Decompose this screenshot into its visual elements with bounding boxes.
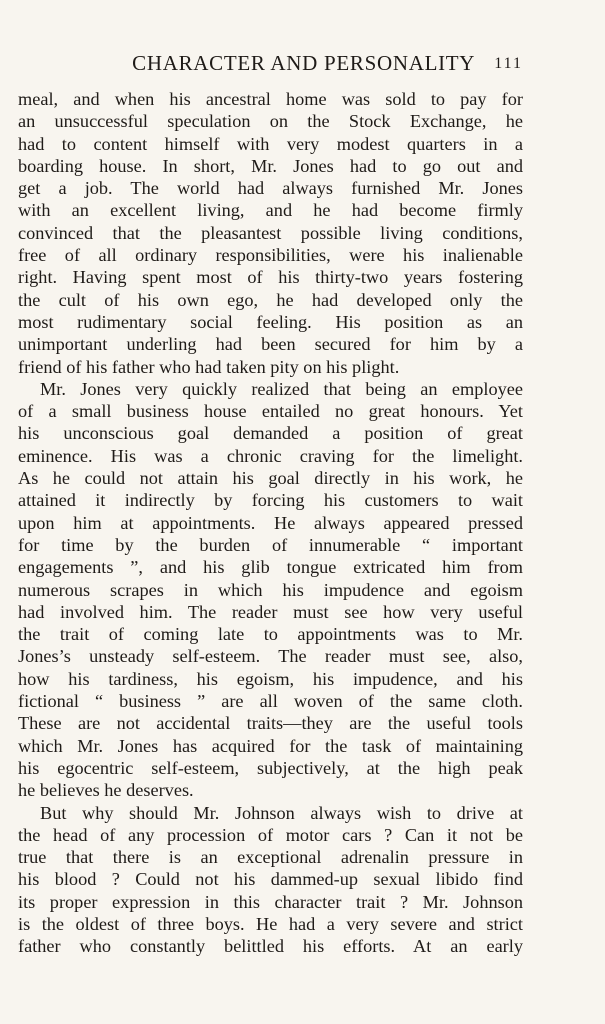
text-line: Jones’s unsteady self-esteem. The reader must see, also,: [18, 646, 523, 667]
text-line: right. Having spent most of his thirty-two years fostering: [18, 267, 523, 288]
text-line: boarding house. In short, Mr. Jones had to go out and: [18, 155, 523, 176]
book-page: [18, 48, 523, 958]
body-text: [18, 88, 523, 958]
text-line: true that there is an exceptional adrenalin pressure in: [18, 847, 523, 868]
text-line: had involved him. The reader must see how very useful: [18, 601, 523, 622]
text-line: friend of his father who had taken pity on his plight.: [18, 356, 400, 377]
text-line: the head of any procession of motor cars ? Can it not be: [18, 824, 523, 845]
text-line: engagements ”, and his glib tongue extricated him from: [18, 557, 523, 578]
text-line: upon him at appointments. He always appeared pressed: [18, 512, 523, 533]
page-number: 111: [494, 55, 523, 72]
text-line: As he could not attain his goal directly in his work, he: [18, 468, 523, 489]
chapter-title: CHARACTER AND PERSONALITY: [132, 51, 476, 75]
text-line: is the oldest of three boys. He had a very severe and strict: [18, 913, 523, 934]
text-line: convinced that the pleasantest possible living conditions,: [18, 222, 523, 243]
running-head: [18, 48, 523, 78]
text-line: which Mr. Jones has acquired for the task of maintaining: [18, 735, 523, 756]
text-line: attained it indirectly by forcing his customers to wait: [18, 490, 523, 511]
text-line: of a small business house entailed no great honours. Yet: [18, 401, 523, 422]
text-line: the trait of coming late to appointments was to Mr.: [18, 624, 523, 645]
text-line: he believes he deserves.: [18, 780, 194, 801]
text-line: his unconscious goal demanded a position of great: [18, 423, 523, 444]
text-line: unimportant underling had been secured for him by a: [18, 334, 523, 355]
text-line: Mr. Jones very quickly realized that being an employee: [40, 378, 523, 399]
text-line: with an excellent living, and he had become firmly: [18, 200, 523, 221]
text-line: the cult of his own ego, he had developed only the: [18, 289, 523, 310]
text-line: father who constantly belittled his efforts. At an early: [18, 936, 523, 957]
text-line: These are not accidental traits—they are the useful tools: [18, 713, 523, 734]
text-line: numerous scrapes in which his impudence and egoism: [18, 579, 523, 600]
text-line: But why should Mr. Johnson always wish to drive at: [40, 802, 523, 823]
text-line: most rudimentary social feeling. His position as an: [18, 311, 523, 332]
text-line: how his tardiness, his egoism, his impudence, and his: [18, 668, 523, 689]
text-line: its proper expression in this character trait ? Mr. Johnson: [18, 891, 523, 912]
text-line: get a job. The world had always furnished Mr. Jones: [18, 178, 523, 199]
text-line: fictional “ business ” are all woven of the same cloth.: [18, 691, 523, 712]
text-line: his blood ? Could not his dammed-up sexual libido find: [18, 869, 523, 890]
text-line: free of all ordinary responsibilities, were his inalienable: [18, 245, 523, 266]
text-line: his egocentric self-esteem, subjectively, at the high peak: [18, 757, 523, 778]
text-line: for time by the burden of innumerable “ important: [18, 534, 523, 555]
text-line: an unsuccessful speculation on the Stock Exchange, he: [18, 111, 523, 132]
text-line: had to content himself with very modest quarters in a: [18, 133, 523, 154]
text-line: meal, and when his ancestral home was sold to pay for: [18, 89, 523, 109]
text-line: eminence. His was a chronic craving for the limelight.: [18, 445, 523, 466]
